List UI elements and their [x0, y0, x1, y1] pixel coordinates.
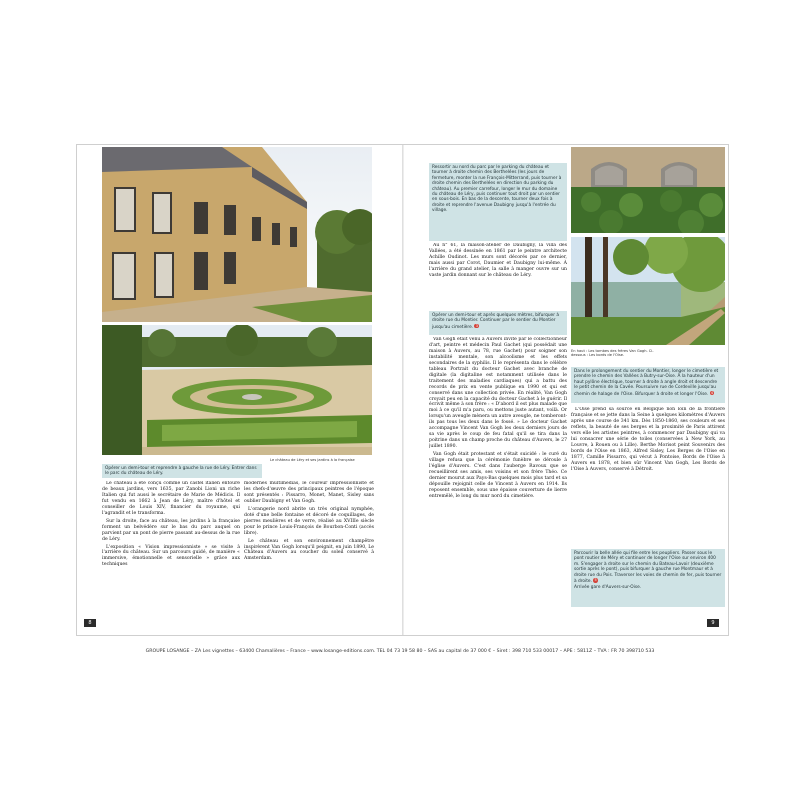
map-pin-marker: 3: [475, 323, 478, 328]
paragraph: L'exposition « Vision impressionniste » se visite à l'arrière du château. Sur un parcours guidé, de manière « immersive, émotionnelle et sensorielle » grâce aux techniques: [102, 544, 240, 568]
directions-box-vallees: [571, 367, 725, 403]
publisher-footer: GROUPE LOSANGE – ZA Les vignettes – 63400 Chamalières – France – www.losange-editions.com. TEL 04 73 19 58 80 – SAS au capital de 37 000 € – Siret : 398 710 533 00017 – APE : 5811Z – TVA : FR 70 398710 533: [145, 649, 655, 654]
chateau-photo: [102, 147, 372, 322]
paragraph: Le château et son environnement champêtre inspirèrent Van Gogh lorsqu'il peignit, en juin 1890, Le Château d'Auvers au coucher du soleil conservé à Amsterdam.: [244, 538, 374, 562]
river-path-photo: [571, 237, 725, 345]
page-number-left: 8: [84, 619, 96, 627]
directions-box-parking: Ressortir au nord du parc par le parking du château et tourner à droite chemin des Berthelées (les jours de fermeture, monter la rue François-Mitterrand, puis tourner à droite chemin des Berthelées en direction du parking du château). Au premier carrefour, longer le mur du domaine du château de Léry, puis continuer tout droit par un sentier en sous-bois. En bas de la descente, tourner deux fois à droite et reprendre l'avenue Daubigny jusqu'à l'entrée du village.: [429, 163, 567, 241]
box-text: Opérer un demi-tour et après quelques mètres, bifurquer à droite rue du Montier. Continuer par le sentier du Montier jusqu'au cimetière.: [432, 313, 559, 330]
left-text-column-2: [244, 481, 374, 627]
left-text-column-1: [102, 481, 240, 627]
right-text-column-2: [571, 407, 725, 547]
garden-caption: Le château de Léry et ses jardins à la française: [270, 458, 355, 462]
right-text-column-1b: [429, 337, 567, 629]
book-spread: [76, 144, 729, 636]
right-text-column-1a: [429, 243, 567, 309]
paragraph: modernes multimédias, le coureur impressionniste et les chefs-d'œuvre des principaux peintres de l'époque sont présentés : Pissarro, Monet, Manet, Sisley sans oublier Daubigny et Van Gogh.: [244, 481, 374, 504]
tombs-photo: [571, 147, 725, 233]
page-gutter: [402, 145, 404, 635]
garden-photo: [102, 325, 372, 455]
directions-box-montier: [429, 311, 567, 335]
box-paragraph-end: Arrivée gare d'Auvers-sur-Oise.: [574, 585, 642, 591]
directions-box-oise: [571, 549, 725, 607]
page-number-right: 9: [707, 619, 719, 627]
map-pin-marker: 5: [594, 578, 597, 583]
directions-box-chateau: Opérer un demi-tour et reprendre à gauche la rue de Léry. Entrer dans le parc du château de Léry.: [102, 464, 262, 478]
paragraph: Au n° 61, la maison-atelier de Daubigny, la villa des Vallées, a été dessinée en 1861 par le peintre architecte Achille Oudinot. Les murs sont décorés par ce dernier, mais aussi par Corot, Daumier et Daubigny lui-même. À l'arrière du grand atelier, la salle à manger ouvre sur un vaste jardin donnant sur le château de Léry.: [429, 243, 567, 278]
paragraph: Van Gogh était protestant et s'était suicidé : le curé du village refusa que la cérémonie funèbre se déroule à l'église d'Auvers. C'est dans l'auberge Ravoux que se recueillirent ses amis, ses voisins et son frère Théo. Ce dernier mourut aux Pays-Bas quelques mois plus tard et sa dépouille rejoignit celle de Vincent à Auvers en 1914. Ils reposent ensemble, sous une épaisse couverture de lierre entremêlé, le long du mur nord du cimetière.: [429, 452, 567, 499]
box-text: Dans le prolongement du sentier du Montier, longer le cimetière et prendre le chemin des Vallées à Butry-sur-Oise. À la hauteur d'un haut pylône électrique, tourner à droite à angle droit et descendre le petit chemin de la Cavée. Poursuivre rue de Cordeville jusqu'au chemin de halage de l'Oise. Bifurquer à droite et longer l'Oise.: [574, 369, 719, 397]
paragraph: Le château a été conçu comme un castel italien entouré de beaux jardins, vers 1635, par Zanobi Lioni un riche Italien qui fut aussi le secrétaire de Marie de Médicis. Il fut vendu en 1662 à Jean de Léry, maître d'hôtel et conseiller de Louis XIV, financier du royaume, qui l'agrandit et le transforma.: [102, 481, 240, 516]
box-paragraph: [574, 551, 722, 584]
photo-caption-tombs-river: En haut : Les tombes des frères Van Gogh. Ci-dessous : Les bords de l'Oise.: [571, 349, 654, 358]
paragraph: Sur la droite, face au château, les jardins à la française forment un belvédère sur le bas du parc auquel on parvient par un pont de pierre passant au-dessus de la rue de Léry.: [102, 518, 240, 542]
box-text: Parcourir la belle allée qui file entre les peupliers. Passer sous le pont routier de Méry et continuer de longer l'Oise sur environ 400 m. S'engager à droite sur le chemin du Bateau-Lavoir (deuxième sortie après le pont), puis bifurquer à gauche rue Montmaur et à droite rue du Pois. Traverser les voies de chemin de fer, puis tourner à droite.: [574, 551, 722, 584]
map-pin-marker: 4: [710, 390, 714, 395]
paragraph: Van Gogh était venu à Auvers invité par le collectionneur d'art, peintre et médecin Paul Gachet (qui possédait une maison à Auvers, au 78, rue Gachet) pour soigner son instabilité mentale, son alcoolisme et les effets secondaires de la syphilis. Il le représenta dans le célèbre tableau Portrait du docteur Gachet avec branche de digitale (la digitaline est notamment utilisée dans le traitement des maladies cardiaques) qui a battu des records de prix en vente publique en 1990 et qui est conservé dans une collection privée. En réalité, Van Gogh croyait peu en la capacité du docteur Gachet à le guérir. Il écrivit même à son frère : « D'abord il est plus malade que moi à ce qu'il m'a paru, ou mettons juste autant, voilà. Or lorsqu'un aveugle mènera un autre aveugle, ne tomberont-ils pas tous les deux dans le fossé. » Le docteur Gachet accompagne Vincent Van Gogh les deux derniers jours de sa vie après le coup de feu fatal qu'il se tira dans la poitrine dans un champ proche du château d'Auvers, le 27 juillet 1890.: [429, 337, 567, 450]
paragraph: L'Oise prend sa source en Belgique non loin de la frontière française et se jette dans la Seine à quelques kilomètres d'Auvers après une course de 341 km. Dès 1850-1860, ses couleurs et ses reflets, la beauté de ses berges et la proximité de Paris attirent vers elle les artistes peintres, à commencer par Daubigny qui va lui consacrer une série de toiles (conservées à New York, au Louvre, à Rouen ou à Lille). Berthe Morisot peint Souvenirs des bords de l'Oise en 1863, Alfred Sisley, Les Berges de l'Oise en 1877, Camille Pissarro, qui vécut à Pontoise, Bords de l'Oise à Auvers en 1878, et bien sûr Vincent Van Gogh, Les Bords de l'Oise à Auvers, conservé à Détroit.: [571, 407, 725, 472]
paragraph: L'orangerie nord abrite un très original nymphée, doté d'une belle fontaine et décoré de coquillages, de pierres meulières et de verre, réalisé au XVIIIe siècle pour le prince Louis-François de Bourbon-Conti (accès libre).: [244, 506, 374, 536]
